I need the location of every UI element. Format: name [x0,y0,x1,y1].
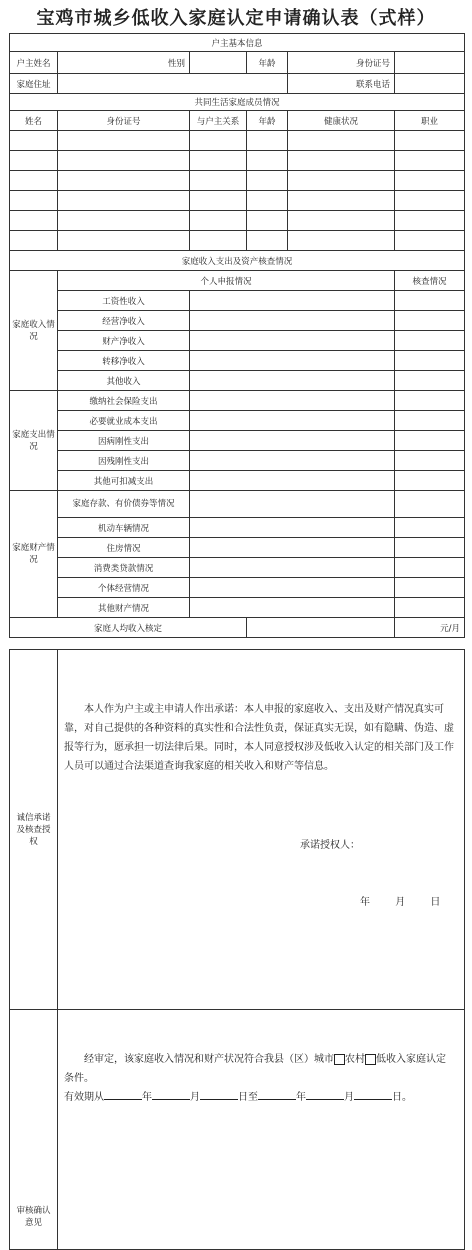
members-col-health: 健康状况 [288,111,395,131]
self-report-cell[interactable] [190,291,395,311]
address-value-cell[interactable] [58,74,288,94]
members-col-occupation: 职业 [395,111,465,131]
member-cell[interactable] [288,191,395,211]
member-cell[interactable] [395,231,465,251]
verify-cell[interactable] [395,578,465,598]
member-cell[interactable] [190,131,247,151]
start-month-blank[interactable] [152,1089,190,1100]
id-number-value-cell[interactable] [395,52,465,74]
member-cell[interactable] [10,231,58,251]
member-cell[interactable] [10,171,58,191]
member-cell[interactable] [288,231,395,251]
self-report-cell[interactable] [190,331,395,351]
finance-item-label: 家庭存款、有价债券等情况 [58,491,190,518]
self-report-cell[interactable] [190,578,395,598]
gender-label: 性别 [58,52,190,74]
member-row [10,231,465,251]
end-day-blank[interactable] [354,1089,392,1100]
member-cell[interactable] [395,171,465,191]
finance-item-label: 其他收入 [58,371,190,391]
self-report-cell[interactable] [190,558,395,578]
member-cell[interactable] [247,231,288,251]
member-cell[interactable] [190,211,247,231]
income-group-label: 家庭收入情况 [10,271,58,391]
review-label: 审核确认意见 [10,1010,58,1250]
member-cell[interactable] [58,231,190,251]
verify-cell[interactable] [395,411,465,431]
members-col-name: 姓名 [10,111,58,131]
review-cell[interactable] [58,1010,465,1250]
finance-item-label: 其他财产情况 [58,598,190,618]
members-col-id: 身份证号 [58,111,190,131]
member-cell[interactable] [247,151,288,171]
verify-cell[interactable] [395,451,465,471]
self-report-cell[interactable] [190,411,395,431]
date-month-label: 月 [395,897,406,908]
member-cell[interactable] [58,211,190,231]
per-capita-income-value-cell[interactable] [247,618,395,638]
start-month-label: 月 [190,1092,200,1103]
self-report-cell[interactable] [190,491,395,518]
self-report-cell[interactable] [190,431,395,451]
finance-item-label: 财产净收入 [58,331,190,351]
expense-group-label: 家庭支出情况 [10,391,58,491]
member-cell[interactable] [288,171,395,191]
start-day-blank[interactable] [200,1089,238,1100]
member-cell[interactable] [395,211,465,231]
address-label: 家庭住址 [10,74,58,94]
end-day-label: 日。 [392,1092,412,1103]
member-cell[interactable] [10,191,58,211]
member-cell[interactable] [247,131,288,151]
member-cell[interactable] [288,151,395,171]
member-cell[interactable] [10,131,58,151]
verify-cell[interactable] [395,431,465,451]
member-cell[interactable] [10,211,58,231]
member-cell[interactable] [288,131,395,151]
end-month-label: 月 [344,1092,354,1103]
age-label: 年龄 [247,52,288,74]
member-cell[interactable] [247,171,288,191]
self-report-cell[interactable] [190,351,395,371]
date-day-label: 日 [430,897,441,908]
finance-item-label: 缴纳社会保险支出 [58,391,190,411]
end-month-blank[interactable] [306,1089,344,1100]
member-row [10,211,465,231]
member-cell[interactable] [395,191,465,211]
verify-cell[interactable] [395,598,465,618]
start-year-label: 年 [142,1092,152,1103]
self-report-cell[interactable] [190,538,395,558]
householder-section-header: 户主基本信息 [10,34,465,52]
finance-section-header: 家庭收入支出及资产核查情况 [10,251,465,271]
verify-cell[interactable] [395,331,465,351]
members-col-age: 年龄 [247,111,288,131]
member-cell[interactable] [288,211,395,231]
per-capita-income-unit: 元/月 [395,618,465,638]
member-cell[interactable] [58,131,190,151]
verify-cell[interactable] [395,351,465,371]
phone-value-cell[interactable] [395,74,465,94]
finance-item-label: 因病刚性支出 [58,431,190,451]
finance-item-label: 转移净收入 [58,351,190,371]
review-text [64,1050,454,1088]
commitment-label: 诚信承诺及核查授权 [10,650,58,1010]
date-year-label: 年 [360,897,370,908]
member-cell[interactable] [190,151,247,171]
review-text-end: 低收入家庭认定条件。 [64,1054,446,1084]
verify-cell[interactable] [395,371,465,391]
finance-item-label: 必要就业成本支出 [58,411,190,431]
finance-item-label: 因残刚性支出 [58,451,190,471]
day-to-label: 日至 [238,1092,258,1103]
self-report-cell[interactable] [190,311,395,331]
finance-item-label: 机动车辆情况 [58,518,190,538]
self-report-cell[interactable] [190,391,395,411]
self-report-cell[interactable] [190,371,395,391]
page-title: 宝鸡市城乡低收入家庭认定申请确认表（式样） [36,8,436,29]
end-year-label: 年 [296,1092,306,1103]
verify-cell[interactable] [395,558,465,578]
verify-cell[interactable] [395,491,465,518]
validity-line [64,1088,454,1107]
members-section-header: 共同生活家庭成员情况 [10,94,465,111]
finance-item-label: 工资性收入 [58,291,190,311]
checkbox-rural[interactable] [365,1054,376,1065]
member-cell[interactable] [190,171,247,191]
finance-item-label: 经营净收入 [58,311,190,331]
member-cell[interactable] [58,151,190,171]
verify-header: 核查情况 [395,271,465,291]
members-col-relation: 与户主关系 [190,111,247,131]
phone-label: 联系电话 [288,74,395,94]
verify-cell[interactable] [395,311,465,331]
signer-label: 承诺授权人： [300,840,360,851]
self-report-header: 个人申报情况 [58,271,395,291]
commitment-review-table [9,649,465,1250]
commitment-cell[interactable] [58,650,465,1010]
self-report-cell[interactable] [190,598,395,618]
gender-value-cell[interactable] [190,52,247,74]
finance-item-label: 其他可扣减支出 [58,471,190,491]
checkbox-city[interactable] [334,1054,345,1065]
householder-name-label: 户主姓名 [10,52,58,74]
finance-item-label: 个体经营情况 [58,578,190,598]
member-cell[interactable] [190,231,247,251]
id-number-label: 身份证号 [288,52,395,74]
validity-prefix: 有效期从 [64,1092,104,1103]
self-report-cell[interactable] [190,518,395,538]
verify-cell[interactable] [395,518,465,538]
verify-cell[interactable] [395,471,465,491]
member-cell[interactable] [395,131,465,151]
member-row [10,151,465,171]
verify-cell[interactable] [395,291,465,311]
member-cell[interactable] [395,151,465,171]
self-report-cell[interactable] [190,471,395,491]
finance-item-label: 住房情况 [58,538,190,558]
finance-item-label: 消费类贷款情况 [58,558,190,578]
verify-cell[interactable] [395,538,465,558]
application-form-table [9,33,465,638]
option-rural-label: 农村 [345,1054,365,1065]
member-cell[interactable] [58,171,190,191]
member-row [10,131,465,151]
member-cell[interactable] [190,191,247,211]
commitment-date [64,893,454,912]
member-cell[interactable] [247,211,288,231]
member-row [10,191,465,211]
member-cell[interactable] [10,151,58,171]
review-text-part: 经审定，该家庭收入情况和财产状况符合我县（区）城市 [84,1054,334,1065]
member-row [10,171,465,191]
member-cell[interactable] [58,191,190,211]
member-cell[interactable] [247,191,288,211]
self-report-cell[interactable] [190,451,395,471]
commitment-text: 本人作为户主或主申请人作出承诺：本人申报的家庭收入、支出及财产情况真实可靠，对自己提供的各种资料的真实性和合法性负责，保证真实无误，如有隐瞒、伪造、虚报等行为，愿承担一切法律后果。同时，本人同意授权涉及低收入认定的相关部门及工作人员可以通过合法渠道查询我家庭的相关收入和财产等信息。 [64,704,454,772]
verify-cell[interactable] [395,391,465,411]
start-year-blank[interactable] [104,1089,142,1100]
per-capita-income-label: 家庭人均收入核定 [10,618,247,638]
end-year-blank[interactable] [258,1089,296,1100]
assets-group-label: 家庭财产情况 [10,491,58,618]
